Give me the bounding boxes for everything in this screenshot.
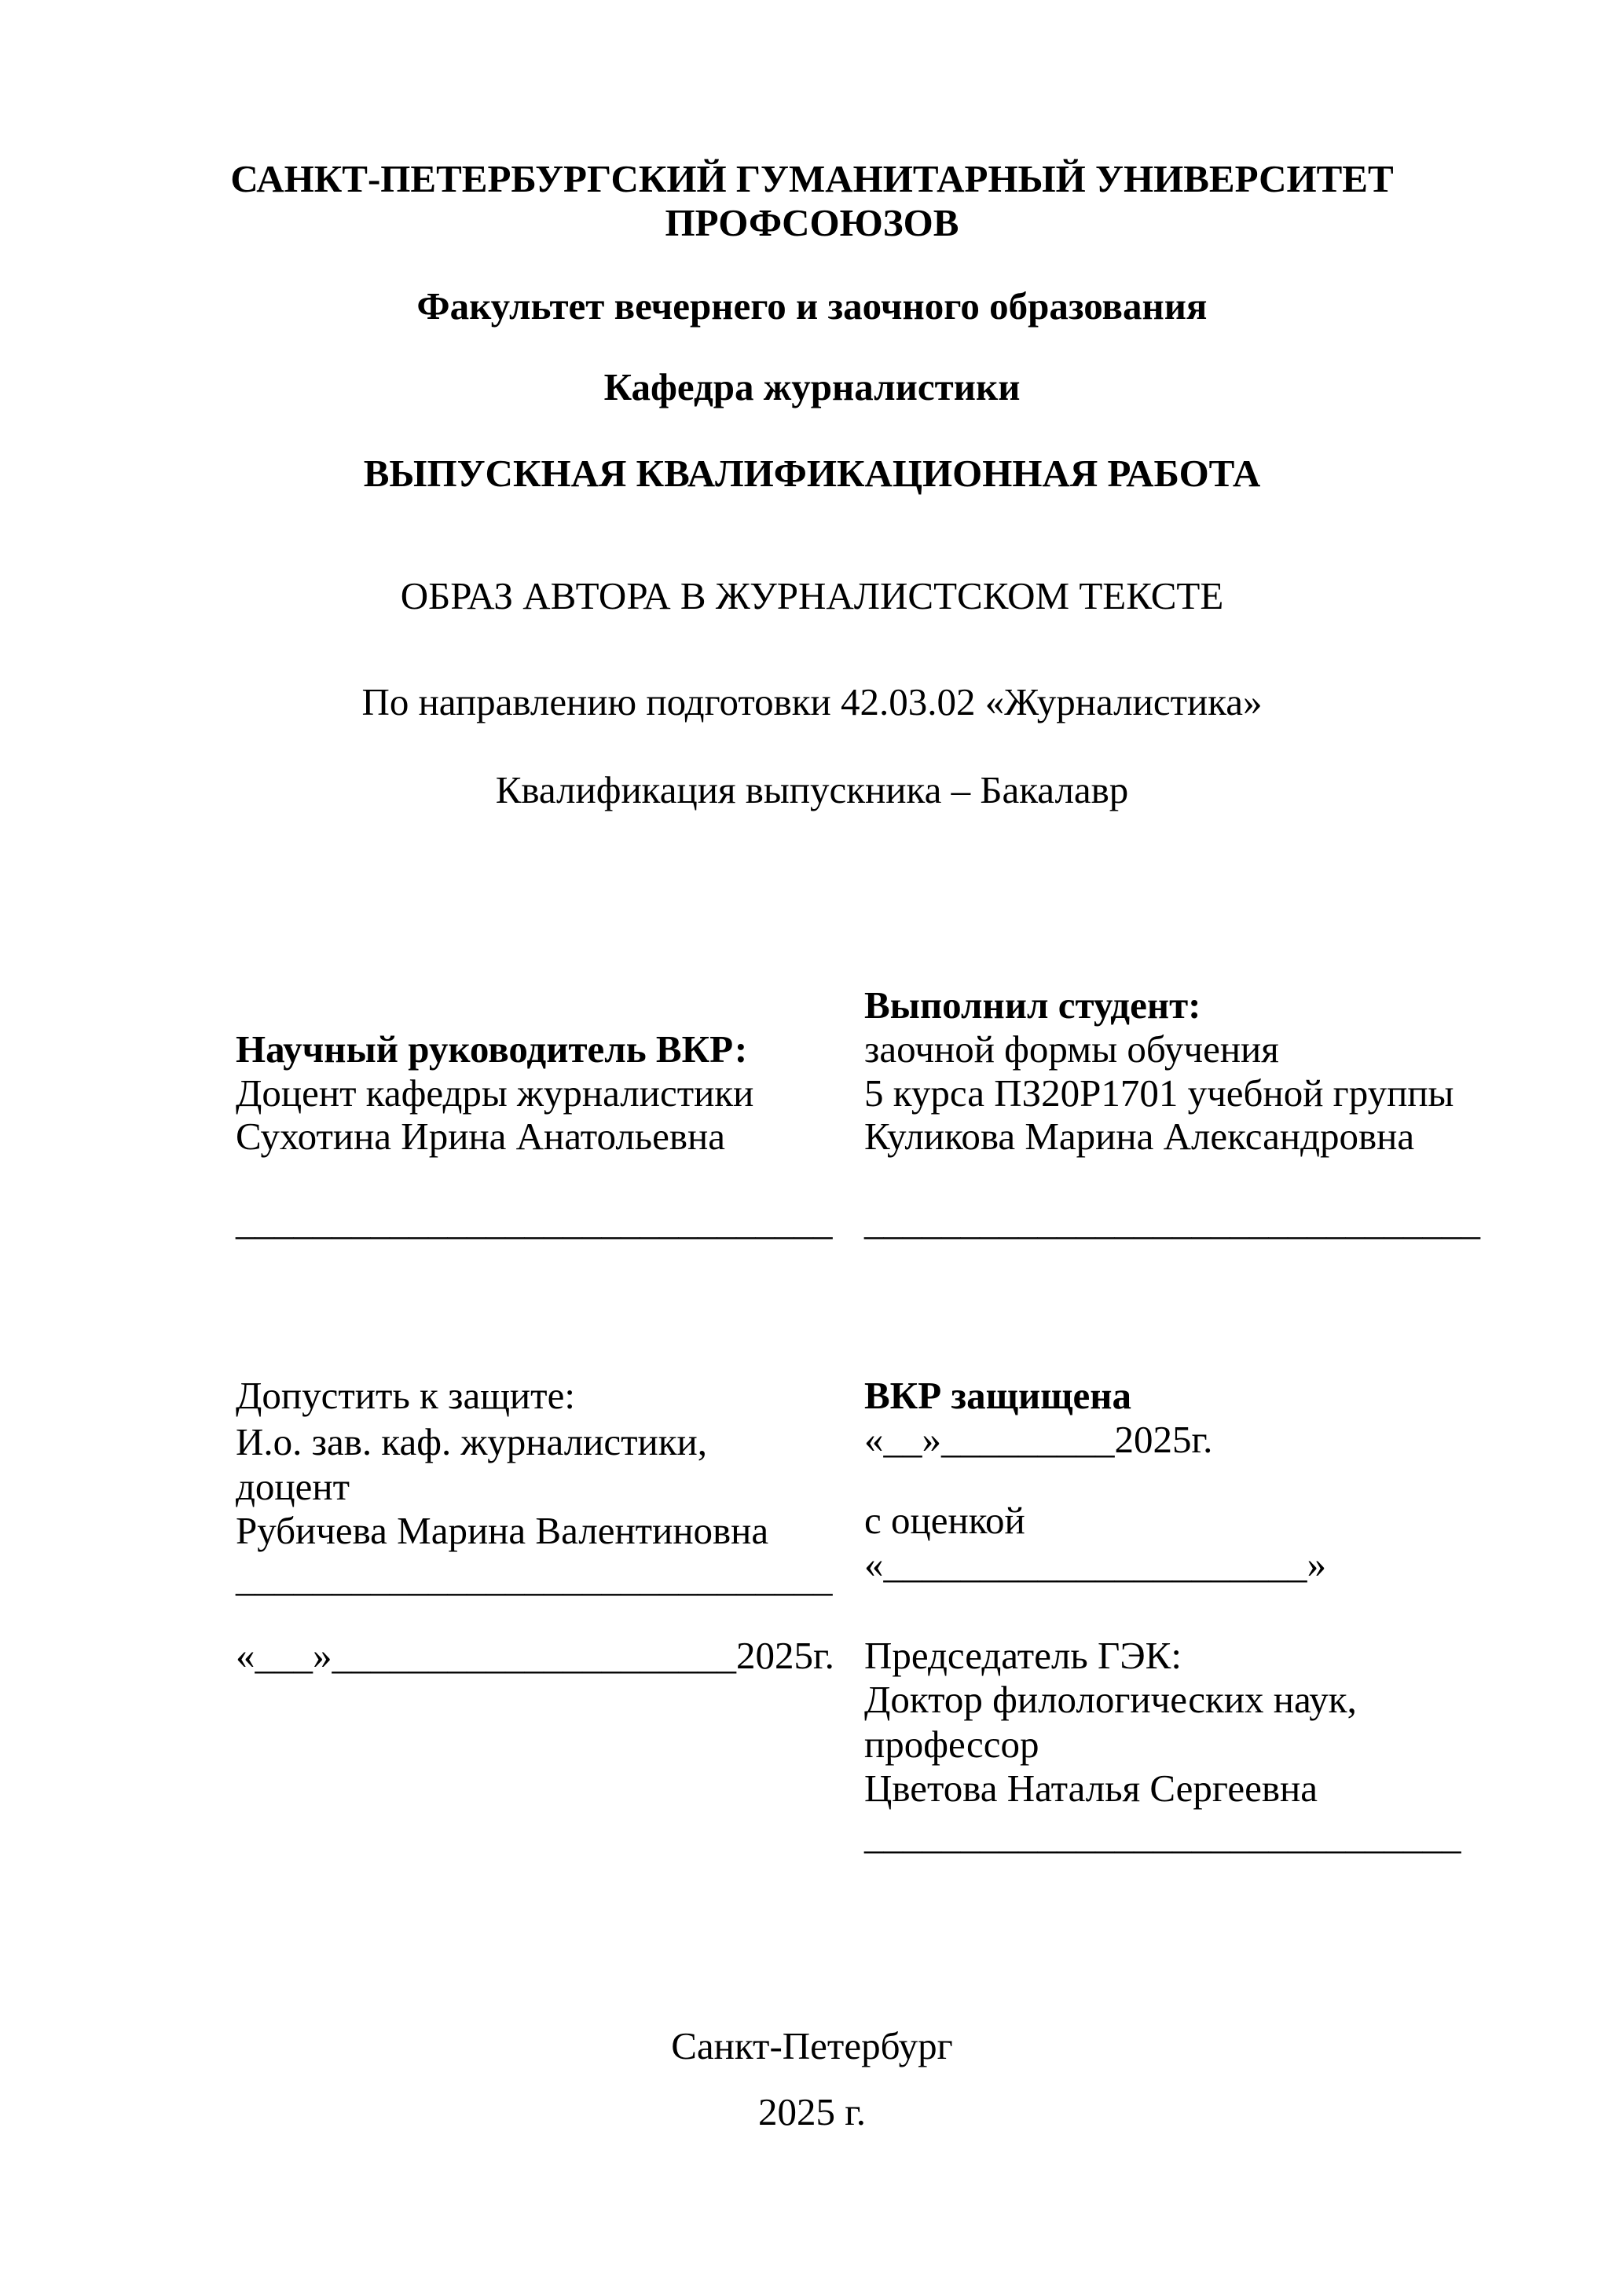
supervisor-signature-line: _______________________________ [236,1199,833,1243]
supervisor-name: Сухотина Ирина Анатольевна [236,1115,726,1158]
city: Санкт-Петербург [671,2024,953,2067]
faculty-name: Факультет вечернего и заочного образования [416,284,1208,328]
student-group: 5 курса ПЗ20Р1701 учебной группы [864,1071,1454,1115]
department-name: Кафедра журналистики [603,365,1021,408]
admission-position-line2: доцент [236,1465,350,1508]
defense-date-line: «__»_________2025г. [864,1418,1213,1461]
grade-line: «______________________» [864,1543,1326,1586]
qualification: Квалификация выпускника – Бакалавр [495,768,1129,811]
admission-name: Рубичева Марина Валентиновна [236,1509,769,1552]
admission-date-line: «___»_____________________2025г. [236,1634,834,1677]
supervisor-label: Научный руководитель ВКР: [236,1027,748,1071]
university-name-line2: ПРОФСОЮЗОВ [665,201,959,244]
student-study-form: заочной формы обучения [864,1027,1279,1071]
thesis-topic: ОБРАЗ АВТОРА В ЖУРНАЛИСТСКОМ ТЕКСТЕ [400,574,1224,617]
work-type: ВЫПУСКНАЯ КВАЛИФИКАЦИОННАЯ РАБОТА [363,452,1261,495]
chair-position-line1: Доктор филологических наук, [864,1678,1357,1721]
student-label: Выполнил студент: [864,983,1201,1027]
university-name-line1: САНКТ-ПЕТЕРБУРГСКИЙ ГУМАНИТАРНЫЙ УНИВЕРСИТЕТ [230,157,1394,200]
admission-signature-line: _______________________________ [236,1556,833,1599]
chair-signature-line: _______________________________ [864,1814,1461,1857]
admission-label: Допустить к защите: [236,1374,575,1417]
chair-label: Председатель ГЭК: [864,1634,1182,1677]
grade-label: с оценкой [864,1499,1025,1542]
supervisor-position: Доцент кафедры журналистики [236,1071,754,1115]
chair-position-line2: профессор [864,1723,1039,1766]
admission-position-line1: И.о. зав. каф. журналистики, [236,1420,708,1463]
student-name: Куликова Марина Александровна [864,1115,1415,1158]
chair-name: Цветова Наталья Сергеевна [864,1767,1318,1810]
study-direction: По направлению подготовки 42.03.02 «Журналистика» [361,680,1263,723]
defense-label: ВКР защищена [864,1374,1132,1417]
year: 2025 г. [757,2090,867,2133]
student-signature-line: ________________________________ [864,1199,1480,1243]
